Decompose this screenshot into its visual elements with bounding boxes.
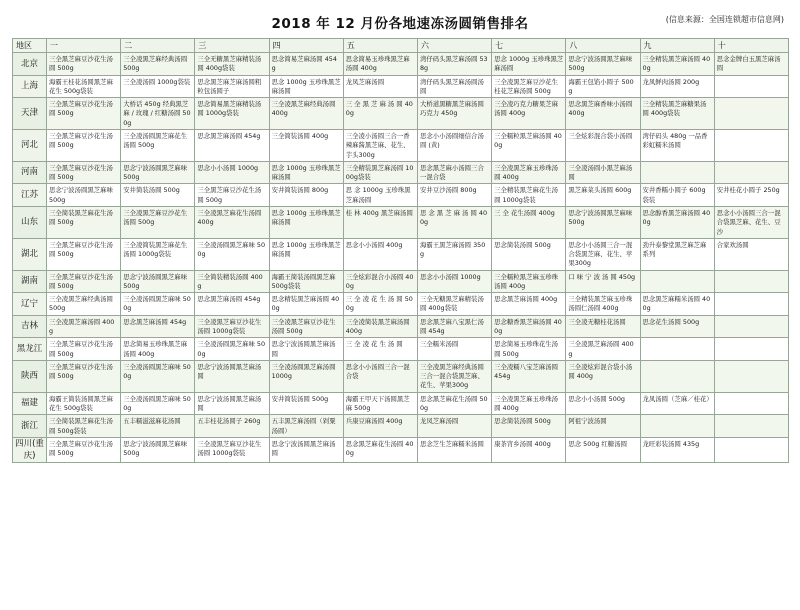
product-cell: 三全简装黑芝麻花生汤圆 500g [47,206,121,238]
product-cell: 三全凌黑芝麻豆沙花生桂花芝麻汤圆 500g [492,75,566,98]
product-cell: 桂 林 400g 黑芝麻汤圆 [343,206,417,238]
product-cell: 思念 500g 红糖汤圆 [566,437,640,463]
product-cell: 海霸王黑芝麻汤圆 350g [417,238,491,270]
region-cell: 山东 [13,206,47,238]
product-cell: 五丰桂花汤圆子 260g [195,415,269,438]
product-cell [714,392,788,415]
product-cell [714,129,788,161]
product-cell: 三全黑芝麻豆沙花生汤圆 500g [195,184,269,207]
product-cell: 三全黑芝麻豆沙花生汤圆 500g [47,270,121,293]
product-cell [714,360,788,392]
product-cell: 思念 1000g 玉珍珠黑芝麻汤圆 [269,75,343,98]
product-cell: 龙凤芝麻汤圆 [343,75,417,98]
table-row [13,129,789,161]
region-cell: 黑龙江 [13,338,47,361]
product-cell: 兵康豆麻汤圆 400g [343,415,417,438]
product-cell: 三全凌汤圆黑芝麻味 500g [121,293,195,316]
product-cell: 思念宁波汤圆黑芝麻味 500g [566,206,640,238]
product-cell: 思念宁波汤圆黑芝麻味 500g [566,53,640,76]
product-cell: 思念宁波汤圆黑芝麻汤圆 [269,338,343,361]
product-cell: 三全简装汤圆 400g [269,129,343,161]
source-note: (信息来源：全国连锁超市信息网) [665,15,784,24]
page-title: 2018 年 12 月份各地速冻汤圆销售排名 [271,16,529,32]
product-cell: 思念小小汤圆细信合汤圆 (黄) [417,129,491,161]
region-cell: 湖南 [13,270,47,293]
product-cell: 思念醇香黑芝麻汤圆 400g [640,206,714,238]
product-cell [714,315,788,338]
column-header-rank-10: 十 [714,39,788,53]
column-header-rank-9: 九 [640,39,714,53]
product-cell: 思 念 1000g 玉珍珠黑芝麻汤圆 [343,184,417,207]
table-row [13,270,789,293]
column-header-rank-4: 四 [269,39,343,53]
product-cell: 三全黑芝麻豆沙花生汤圆 500g [47,53,121,76]
product-cell: 三全精装黑芝麻花生汤圆 1000g袋装 [492,184,566,207]
region-cell: 四川(重庆) [13,437,47,463]
product-cell: 三全凌汤圆黑芝麻味 500g [195,238,269,270]
product-cell: 五丰糯滋滋麻花汤圆 [121,415,195,438]
product-cell: 思念 1000g 玉珍珠黑芝麻汤圆 [269,161,343,184]
table-row [13,437,789,463]
product-cell: 三 全 凌 花 生 汤 圆 [343,338,417,361]
product-cell: 三全糯粒黑芝麻玉珍珠汤圆 400g [492,270,566,293]
product-cell: 三全凌汤圆黑芝麻汤圆 1000g [269,360,343,392]
product-cell: 海霸王包馅小圆子 500g [566,75,640,98]
column-header-rank-5: 五 [343,39,417,53]
product-cell: 三全炫彩混合袋小汤圆 [566,129,640,161]
product-cell: 湾仔码头黑芝麻汤圆汤圆 [417,75,491,98]
product-cell: 龙凤鲜肉汤圆 200g [640,75,714,98]
product-cell [714,98,788,130]
product-cell [714,338,788,361]
table-row [13,315,789,338]
column-header-rank-8: 八 [566,39,640,53]
product-cell [640,360,714,392]
product-cell: 安井豆沙汤圆 800g [417,184,491,207]
product-cell: 三全凌汤圆 1000g袋装 [121,75,195,98]
column-header-rank-3: 三 [195,39,269,53]
product-cell: 思念小小汤圆三合一混合袋黑芝麻、花生、豆沙 [714,206,788,238]
product-cell: 思 念 黑 芝 麻 汤 圆 400g [417,206,491,238]
product-cell: 三 全 凌 花 生 汤 圆 500g [343,293,417,316]
product-cell: 三全凌黑芝麻玉珍珠汤圆 400g [492,392,566,415]
product-cell: 思念糖香黑芝麻汤圆 400g [492,315,566,338]
product-cell: 三全黑芝麻豆沙花生汤圆 500g [47,238,121,270]
column-header-rank-2: 二 [121,39,195,53]
product-cell: 思念花生汤圆 500g [640,315,714,338]
column-header-region: 地区 [13,39,47,53]
product-cell [714,293,788,316]
product-cell: 三全凌汤圆小黑芝麻汤圆 [566,161,640,184]
region-cell: 陕西 [13,360,47,392]
region-cell: 浙江 [13,415,47,438]
product-cell: 口 味 宁 波 汤 圆 450g [566,270,640,293]
product-cell: 思念简易玉珍珠黑芝麻汤圆 400g [121,338,195,361]
region-cell: 北京 [13,53,47,76]
product-cell: 海霸王简装汤圆黑芝麻 500g袋装 [269,270,343,293]
product-cell: 合家欢汤圆 [714,238,788,270]
product-cell: 思念黑芝麻汤圆 454g [121,315,195,338]
region-cell: 江苏 [13,184,47,207]
product-cell [640,338,714,361]
product-cell: 思念小小汤圆三合一混合袋黑芝麻、花生、苹果300g [566,238,640,270]
product-cell: 安井香糯小圆子 600g袋装 [640,184,714,207]
product-cell: 安井桂花小圆子 250g [714,184,788,207]
product-cell: 思念小小汤圆三合一混合袋 [343,360,417,392]
product-cell: 三全凌糯八宝芝麻汤圆 454g [492,360,566,392]
product-cell: 康茶宵乡汤圆 400g [492,437,566,463]
product-cell: 三全简装精装汤圆 400g [195,270,269,293]
product-cell: 三全精装黑芝麻糖果汤圆 400g袋装 [640,98,714,130]
product-cell: 三全黑芝麻豆沙花生汤圆 500g [47,129,121,161]
product-cell: 三全精装黑芝麻汤圆 1000g袋装 [343,161,417,184]
product-cell: 安井简装汤圆 500g [121,184,195,207]
table-row [13,206,789,238]
product-cell: 思念黑芝麻花生汤圆 400g [343,437,417,463]
sales-ranking-table [12,38,789,463]
product-cell: 三 全 花生汤圆 400g [492,206,566,238]
table-row [13,238,789,270]
product-cell: 思念黑芝麻小汤圆三合一混合袋 [417,161,491,184]
product-cell: 三全凌黑芝麻豆沙花生汤圆 1000g袋装 [195,437,269,463]
product-cell: 思念小小汤圆 1000g [417,270,491,293]
product-cell: 三全凌巧克力糖果芝麻汤圆 400g [492,98,566,130]
product-cell: 思念黑芝麻糯米汤圆 400g [640,293,714,316]
product-cell [640,415,714,438]
product-cell: 思念宁波汤圆黑芝麻汤圆 [195,360,269,392]
product-cell: 大桥话 450g 经典黑芝麻 / 玫瑰 / 红糖汤圆 500g [121,98,195,130]
product-cell: 三全凌黑芝麻豆沙花生汤圆 500g [269,315,343,338]
product-cell: 三全凌炫彩混合袋小汤圆 400g [566,360,640,392]
title-bar [12,10,788,36]
product-cell: 三全黑芝麻豆沙花生汤圆 500g [47,338,121,361]
table-body [13,53,789,463]
product-cell: 思念简易芝麻汤圆 454g [269,53,343,76]
column-header-rank-7: 七 [492,39,566,53]
product-cell: 三全凌黑芝麻经典汤圆三合一混合袋黑芝麻、花生、苹果300g [417,360,491,392]
column-header-rank-6: 六 [417,39,491,53]
product-cell: 思念小小汤圆 400g [343,238,417,270]
product-cell: 龙凤芝麻汤圆 [417,415,491,438]
product-cell: 三全凌汤圆黑芝麻花生汤圆 500g [121,129,195,161]
product-cell: 思念 1000g 玉珍珠黑芝麻汤圆 [269,238,343,270]
product-cell: 思念黑芝麻汤圆 400g [492,293,566,316]
product-cell: 思念黑芝麻花生汤圆 500g [417,392,491,415]
product-cell: 三全凌无糖桂花汤圆 [566,315,640,338]
product-cell: 三全黑芝麻豆沙花生汤圆 500g [47,437,121,463]
product-cell: 三全凌黑芝麻经典汤圆 500g [47,293,121,316]
table-row [13,338,789,361]
product-cell: 思念精装黑芝麻汤圆 400g [269,293,343,316]
table-row [13,415,789,438]
product-cell: 劲升泰黎堂黑芝麻芝麻系列 [640,238,714,270]
product-cell: 思念简装汤圆 500g [492,238,566,270]
product-cell: 思念简易玉珍珠花生汤圆 500g [492,338,566,361]
product-cell: 思念简易黑芝麻精装汤圆 1000g袋装 [195,98,269,130]
product-cell [714,161,788,184]
product-cell: 三全炫彩混合小汤圆 400g [343,270,417,293]
region-cell: 辽宁 [13,293,47,316]
product-cell: 三全糯米汤圆 [417,338,491,361]
product-cell [714,415,788,438]
product-cell: 三全无糖黑芝麻精装汤圆 400g袋装 [195,53,269,76]
product-cell: 三全凌汤圆黑芝麻味 500g [121,360,195,392]
product-cell: 三全糯粒黑芝麻汤圆 400g [492,129,566,161]
product-cell: 龙凤汤圆（芝麻／桂花） [640,392,714,415]
product-cell: 阿祖宁波汤圆 [566,415,640,438]
product-cell: 思念小小汤圆 1000g [195,161,269,184]
product-cell: 思念宁波汤圆黑芝麻味 500g [121,270,195,293]
product-cell: 三全简装黑芝麻花生汤圆 500g袋装 [47,415,121,438]
table-row [13,293,789,316]
region-cell: 湖北 [13,238,47,270]
product-cell: 三全凌黑芝麻经典汤圆 500g [121,53,195,76]
product-cell: 三全无糖黑芝麻精装汤圆 400g袋装 [417,293,491,316]
region-cell: 吉林 [13,315,47,338]
product-cell: 海霸王桂花汤圆黑芝麻花生 500g袋装 [47,75,121,98]
product-cell: 三全凌黑芝麻汤圆 400g [47,315,121,338]
product-cell: 三全黑芝麻豆沙花生汤圆 500g [47,360,121,392]
table-row [13,360,789,392]
product-cell: 黑芝麻菜头汤圆 600g [566,184,640,207]
product-cell: 思念黑芝麻八宝黑仁汤圆 454g [417,315,491,338]
product-cell: 三全凌汤圆黑芝麻味 500g [195,338,269,361]
product-cell: 思念黑芝麻汤圆 454g [195,129,269,161]
product-cell: 三全凌黑芝麻豆沙花生汤圆 1000g袋装 [195,315,269,338]
product-cell: 三全凌黑芝麻经典汤圆 400g [269,98,343,130]
product-cell: 三全黑芝麻豆沙花生汤圆 500g [47,98,121,130]
product-cell: 三全凌小汤圆三合一香辣麻酱黑芝麻、花生、芋头300g [343,129,417,161]
region-cell: 河北 [13,129,47,161]
product-cell: 思念宁波汤圆黑芝麻汤圆 [269,437,343,463]
product-cell: 安井简装汤圆 500g [269,392,343,415]
column-header-rank-1: 一 [47,39,121,53]
product-cell: 安井简装汤圆 800g [269,184,343,207]
product-cell: 思念宁波汤圆黑芝麻味 500g [47,184,121,207]
product-cell [714,437,788,463]
product-cell: 五丰黑芝麻汤圆（剁粟汤圆） [269,415,343,438]
region-cell: 福建 [13,392,47,415]
region-cell: 上海 [13,75,47,98]
product-cell: 三 全 黑 芝 麻 汤 圆 400g [343,98,417,130]
product-cell: 三全凌黑芝麻豆沙花生汤圆 500g [121,206,195,238]
product-cell: 思念宁波汤圆黑芝麻味 500g [121,437,195,463]
table-row [13,184,789,207]
table-row [13,98,789,130]
product-cell: 三全凌汤圆黑芝麻味 500g [121,392,195,415]
product-cell: 思念宁波汤圆黑芝麻汤圆 [195,392,269,415]
product-cell: 海霸王甲天下汤圆黑芝麻 500g [343,392,417,415]
product-cell [714,270,788,293]
product-cell: 湾仔码头黑芝麻汤圆 538g [417,53,491,76]
product-cell: 三全精装黑芝麻玉珍珠汤圆仁汤圆 400g [566,293,640,316]
product-cell: 三全凌简装黑芝麻花生汤圆 1000g袋装 [121,238,195,270]
product-cell: 海霸王简装汤圆黑芝麻花生 500g袋装 [47,392,121,415]
product-cell: 三全凌简装黑芝麻汤圆 400g [343,315,417,338]
product-cell: 思念简易玉珍珠黑芝麻汤圆 400g [343,53,417,76]
product-cell: 思念芝生芝麻糯米汤圆 [417,437,491,463]
product-cell: 思念黑芝麻汤圆 454g [195,293,269,316]
product-cell [640,161,714,184]
product-cell: 三全凌黑芝麻花生汤圆 400g [195,206,269,238]
table-header-row [13,39,789,53]
product-cell: 思念简装汤圆 500g [492,415,566,438]
product-cell: 三全凌黑芝麻玉珍珠汤圆 400g [492,161,566,184]
product-cell: 思念宁波汤圆黑芝麻味 500g [121,161,195,184]
product-cell: 龙旺彩装汤圆 435g [640,437,714,463]
region-cell: 河南 [13,161,47,184]
table-row [13,75,789,98]
product-cell: 思念黑芝麻芝麻汤圆粗粒包汤圆子 [195,75,269,98]
region-cell: 天津 [13,98,47,130]
product-cell: 三全精装黑芝麻汤圆 400g [640,53,714,76]
product-cell: 思念 1000g 玉珍珠黑芝麻汤圆 [269,206,343,238]
product-cell: 大桥道黑糖黑芝麻汤圆巧克力 450g [417,98,491,130]
product-cell: 思念小小汤圆 500g [566,392,640,415]
product-cell: 三全凌黑芝麻汤圆 400g [566,338,640,361]
product-cell: 三全黑芝麻豆沙花生汤圆 500g [47,161,121,184]
table-row [13,392,789,415]
product-cell: 思念黑芝麻香味小汤圆 400g [566,98,640,130]
product-cell [640,270,714,293]
table-row [13,161,789,184]
table-row [13,53,789,76]
product-cell: 湾仔码头 480g 一品香彩虹糯米汤圆 [640,129,714,161]
product-cell: 思念 1000g 玉珍珠黑芝麻汤圆 [492,53,566,76]
product-cell: 思念金牌白玉黑芝麻汤圆 [714,53,788,76]
product-cell [714,75,788,98]
